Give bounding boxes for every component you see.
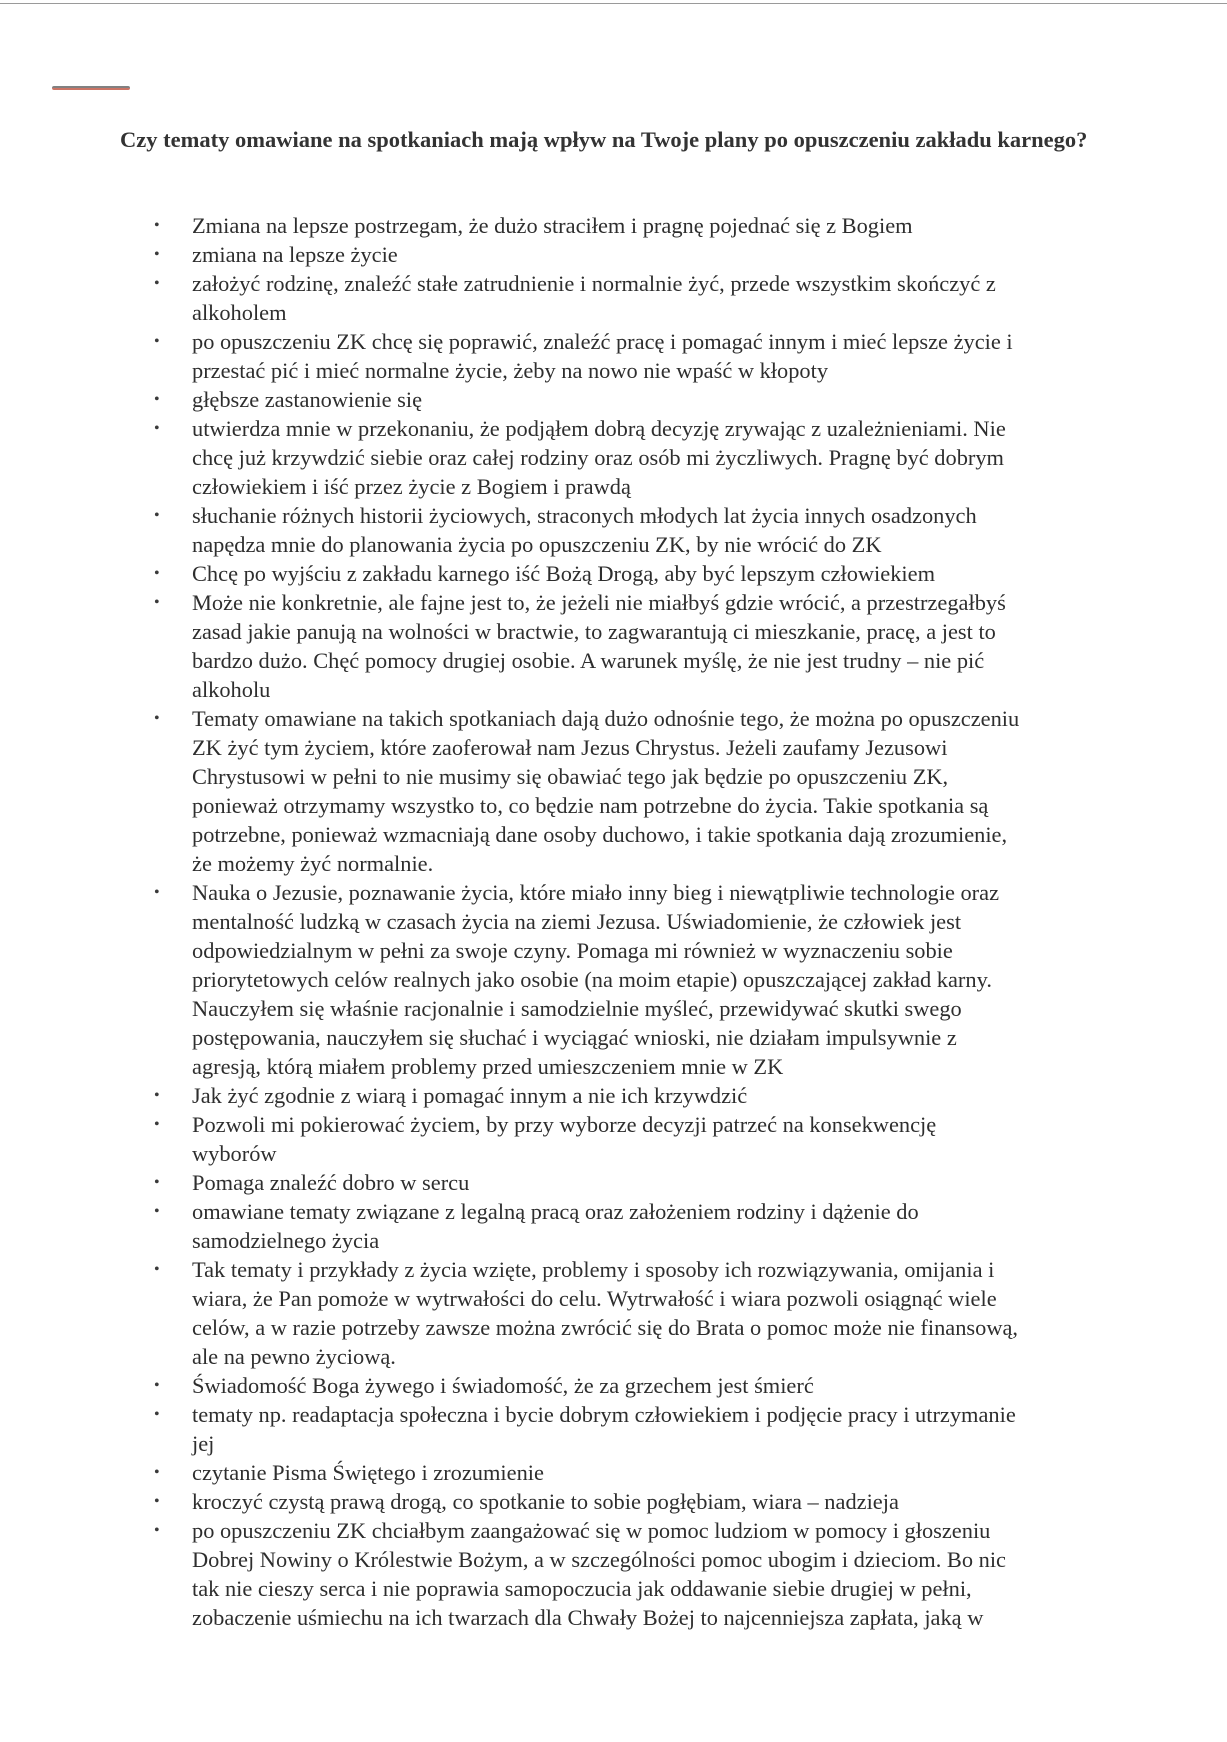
answer-line: postępowania, nauczyłem się słuchać i wyciągać wnioski, nie działam impulsywnie z [192,1025,957,1050]
answer-line: potrzebne, ponieważ wzmacniają dane osoby duchowo, i takie spotkania dają zrozumienie, [192,822,1008,847]
answer-list [150,211,1120,1632]
bullet-icon: • [154,1116,160,1133]
answer-line: tematy np. readaptacja społeczna i bycie dobrym człowiekiem i podjęcie pracy i utrzymanie [192,1402,1016,1427]
answer-line: wyborów [192,1141,277,1166]
answer-line: głębsze zastanowienie się [192,387,423,412]
bullet-icon: • [154,565,160,582]
answer-line: utwierdza mnie w przekonaniu, że podjąłem dobrą decyzję zrywając z uzależnieniami. Nie [192,416,1006,441]
bullet-icon: • [154,1261,160,1278]
answer-line: omawiane tematy związane z legalną pracą oraz założeniem rodziny i dążenie do [192,1199,919,1224]
answer-line: odpowiedzialnym w pełni za swoje czyny. Pomaga mi również w wyznaczeniu sobie [192,938,953,963]
answer-line: ale na pewno życiową. [192,1344,396,1369]
list-item [150,1168,1120,1197]
list-item [150,1110,1120,1168]
bullet-icon: • [154,420,160,437]
answer-line: kroczyć czystą prawą drogą, co spotkanie to sobie pogłębiam, wiara – nadzieja [192,1489,899,1514]
answer-line: Może nie konkretnie, ale fajne jest to, że jeżeli nie miałbyś gdzie wrócić, a przestrzegałbyś [192,590,1006,615]
bullet-icon: • [154,1377,160,1394]
bullet-icon: • [154,1406,160,1423]
list-item [150,1487,1120,1516]
answer-line: zasad jakie panują na wolności w bractwie, to zagwarantują ci mieszkanie, pracę, a jest to [192,619,996,644]
list-item [150,1255,1120,1371]
bullet-icon: • [154,1203,160,1220]
list-item [150,414,1120,501]
answer-line: alkoholu [192,677,271,702]
bullet-icon: • [154,333,160,350]
list-item [150,1371,1120,1400]
list-item [150,501,1120,559]
bullet-icon: • [154,594,160,611]
answer-line: napędza mnie do planowania życia po opuszczeniu ZK, by nie wrócić do ZK [192,532,882,557]
answer-line: zobaczenie uśmiechu na ich twarzach dla Chwały Bożej to najcenniejsza zapłata, jaką w [192,1605,984,1630]
answer-line: Świadomość Boga żywego i świadomość, że za grzechem jest śmierć [192,1373,814,1398]
bullet-icon: • [154,710,160,727]
answer-line: po opuszczeniu ZK chcę się poprawić, znaleźć pracę i pomagać innym i mieć lepsze życie i [192,329,1013,354]
bullet-icon: • [154,246,160,263]
list-item [150,269,1120,327]
list-item [150,240,1120,269]
bullet-icon: • [154,391,160,408]
answer-line: agresją, którą miałem problemy przed umieszczeniem mnie w ZK [192,1054,784,1079]
scan-edge-line [0,3,1227,4]
list-item [150,878,1120,1081]
list-item [150,559,1120,588]
answer-line: przestać pić i mieć normalne życie, żeby na nowo nie wpaść w kłopoty [192,358,829,383]
bullet-icon: • [154,1522,160,1539]
answer-line: ZK żyć tym życiem, które zaoferował nam Jezus Chrystus. Jeżeli zaufamy Jezusowi [192,735,948,760]
answer-line: bardzo dużo. Chęć pomocy drugiej osobie. A warunek myślę, że nie jest trudny – nie pić [192,648,985,673]
list-item [150,588,1120,704]
list-item [150,1400,1120,1458]
list-item [150,211,1120,240]
list-item [150,1197,1120,1255]
bullet-icon: • [154,1493,160,1510]
list-item [150,385,1120,414]
answer-line: tak nie cieszy serca i nie poprawia samopoczucia jak oddawanie siebie drugiej w pełni, [192,1576,972,1601]
answer-line: słuchanie różnych historii życiowych, straconych młodych lat życia innych osadzonych [192,503,977,528]
answer-line: chcę już krzywdzić siebie oraz całej rodziny oraz osób mi życzliwych. Pragnę być dobrym [192,445,1004,470]
answer-line: Nauka o Jezusie, poznawanie życia, które miało inny bieg i niewątpliwie technologie oraz [192,880,1000,905]
answer-line: Jak żyć zgodnie z wiarą i pomagać innym a nie ich krzywdzić [192,1083,748,1108]
answer-line: zmiana na lepsze życie [192,242,398,267]
answer-line: jej [192,1431,215,1456]
bullet-icon: • [154,1464,160,1481]
answer-line: człowiekiem i iść przez życie z Bogiem i prawdą [192,474,631,499]
answer-line: czytanie Pisma Świętego i zrozumienie [192,1460,544,1485]
answer-line: Tak tematy i przykłady z życia wzięte, problemy i sposoby ich rozwiązywania, omijania i [192,1257,995,1282]
bullet-icon: • [154,1174,160,1191]
answer-line: założyć rodzinę, znaleźć stałe zatrudnienie i normalnie żyć, przede wszystkim skończyć z [192,271,996,296]
bullet-icon: • [154,507,160,524]
list-item [150,1516,1120,1632]
page-title: Czy tematy omawiane na spotkaniach mają wpływ na Twoje plany po opuszczeniu zakładu karnego? [120,127,1088,152]
answer-line: alkoholem [192,300,287,325]
answer-line: Tematy omawiane na takich spotkaniach dają dużo odnośnie tego, że można po opuszczeniu [192,706,1020,731]
answer-line: Nauczyłem się właśnie racjonalnie i samodzielnie myśleć, przewidywać skutki swego [192,996,962,1021]
list-item [150,1081,1120,1110]
answer-line: po opuszczeniu ZK chciałbym zaangażować się w pomoc ludziom w pomocy i głoszeniu [192,1518,991,1543]
answer-line: Chcę po wyjściu z zakładu karnego iść Bożą Drogą, aby być lepszym człowiekiem [192,561,935,586]
bullet-icon: • [154,884,160,901]
answer-line: Pomaga znaleźć dobro w sercu [192,1170,470,1195]
answer-line: celów, a w razie potrzeby zawsze można zwrócić się do Brata o pomoc może nie finansową, [192,1315,1019,1340]
bullet-icon: • [154,275,160,292]
answer-line: że możemy żyć normalnie. [192,851,434,876]
answer-line: mentalność ludzką w czasach życia na ziemi Jezusa. Uświadomienie, że człowiek jest [192,909,962,934]
list-item [150,704,1120,878]
answer-line: Zmiana na lepsze postrzegam, że dużo straciłem i pragnę pojednać się z Bogiem [192,213,913,238]
answer-line: ponieważ otrzymamy wszystko to, co będzie nam potrzebne do życia. Takie spotkania są [192,793,989,818]
list-item [150,1458,1120,1487]
answer-line: priorytetowych celów realnych jako osobie (na moim etapie) opuszczającej zakład karny. [192,967,992,992]
answer-line: Pozwoli mi pokierować życiem, by przy wyborze decyzji patrzeć na konsekwencję [192,1112,937,1137]
answer-line: wiara, że Pan pomoże w wytrwałości do celu. Wytrwałość i wiara pozwoli osiągnąć wiele [192,1286,997,1311]
bullet-icon: • [154,1087,160,1104]
answer-line: Dobrej Nowiny o Królestwie Bożym, a w szczególności pomoc ubogim i dzieciom. Bo nic [192,1547,1006,1572]
list-item [150,327,1120,385]
bullet-icon: • [154,217,160,234]
answer-line: Chrystusowi w pełni to nie musimy się obawiać tego jak będzie po opuszczeniu ZK, [192,764,949,789]
answer-line: samodzielnego życia [192,1228,380,1253]
pen-mark [52,86,130,90]
